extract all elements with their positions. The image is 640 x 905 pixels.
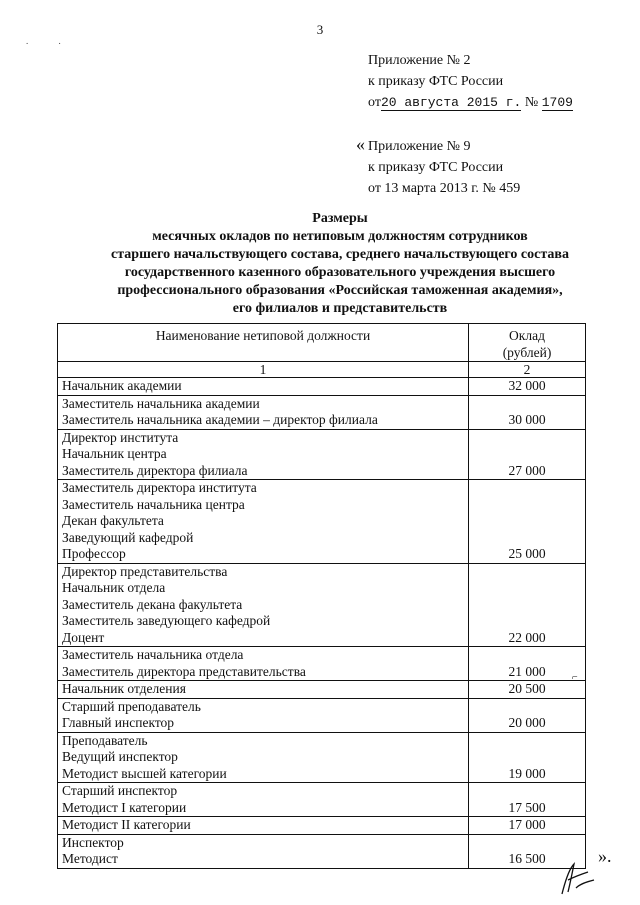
appendix-2-number: 1709 bbox=[541, 95, 573, 110]
position-cell bbox=[58, 817, 469, 835]
salary-cell: 17 500 bbox=[469, 783, 586, 817]
appendix-2-order: к приказу ФТС России bbox=[368, 74, 504, 89]
title-line-4: государственного казенного образовательного учреждения высшего bbox=[124, 265, 556, 280]
position-name: Заместитель директора представительства bbox=[62, 663, 306, 679]
position-cell bbox=[58, 378, 469, 396]
position-name: Директор института bbox=[62, 429, 179, 445]
position-cell bbox=[58, 563, 469, 647]
position-name: Заместитель начальника академии – директор филиала bbox=[62, 412, 378, 427]
position-name: Заместитель директора института bbox=[62, 480, 257, 495]
appendix-2-title: Приложение № 2 bbox=[368, 53, 471, 68]
table-row bbox=[58, 429, 586, 480]
position-cell bbox=[58, 647, 469, 681]
salary-cell: 22 000 bbox=[469, 563, 586, 647]
salary-cell: 16 500 bbox=[469, 834, 586, 868]
position-name: Старший инспектор bbox=[62, 783, 178, 798]
appendix-2-number-sign: № bbox=[524, 95, 539, 110]
position-name: Преподаватель bbox=[62, 732, 148, 748]
continuation-mark: ». bbox=[598, 846, 612, 866]
header-salary-line-2: (рублей) bbox=[502, 344, 552, 360]
position-name: Заведующий кафедрой bbox=[62, 529, 194, 545]
appendix-9-block bbox=[356, 134, 521, 199]
appendix-2-date: 20 августа 2015 г. bbox=[380, 95, 522, 110]
salary-cell: 20 000 bbox=[469, 698, 586, 732]
table-row bbox=[58, 698, 586, 732]
document-title bbox=[60, 210, 620, 318]
position-cell bbox=[58, 834, 469, 868]
column-number-2: 2 bbox=[469, 362, 586, 378]
position-name: Профессор bbox=[62, 546, 126, 561]
header-salary bbox=[469, 324, 586, 362]
position-name: Начальник академии bbox=[62, 378, 182, 393]
column-number-1: 1 bbox=[58, 362, 469, 378]
appendix-2-block bbox=[368, 50, 573, 113]
position-cell bbox=[58, 429, 469, 480]
position-cell bbox=[58, 698, 469, 732]
position-name: Методист bbox=[62, 851, 118, 866]
salary-cell: 19 000 bbox=[469, 732, 586, 783]
position-cell bbox=[58, 783, 469, 817]
position-name: Методист I категории bbox=[62, 799, 187, 815]
table-row bbox=[58, 378, 586, 396]
appendix-9-date: от 13 марта 2013 г. № 459 bbox=[368, 181, 521, 196]
salary-cell: 17 000 bbox=[469, 817, 586, 835]
position-name: Заместитель декана факультета bbox=[62, 596, 243, 612]
table-row bbox=[58, 783, 586, 817]
table-row bbox=[58, 647, 586, 681]
salary-cell: 25 000 bbox=[469, 480, 586, 564]
scan-specks: . . bbox=[26, 36, 75, 46]
position-name: Заместитель начальника центра bbox=[62, 496, 245, 512]
signature-icon bbox=[556, 858, 600, 898]
title-line-5: профессионального образования «Российская таможенная академия», bbox=[117, 283, 563, 298]
position-name: Доцент bbox=[62, 629, 105, 645]
table-header-row bbox=[58, 324, 586, 362]
table-row bbox=[58, 395, 586, 429]
opening-quote: « bbox=[356, 134, 365, 154]
table-body bbox=[58, 378, 586, 869]
position-name: Методист высшей категории bbox=[62, 765, 227, 781]
title-line-6: его филиалов и представительств bbox=[232, 301, 448, 316]
position-name: Начальник центра bbox=[62, 446, 167, 461]
title-line-1: Размеры bbox=[312, 211, 368, 226]
position-cell bbox=[58, 395, 469, 429]
salary-cell: 32 000 bbox=[469, 378, 586, 396]
header-salary-line-1: Оклад bbox=[509, 328, 545, 343]
salary-cell: 27 000 bbox=[469, 429, 586, 480]
title-line-2: месячных окладов по нетиповым должностям сотрудников bbox=[152, 229, 528, 244]
table-row bbox=[58, 732, 586, 783]
appendix-2-prefix: от bbox=[368, 95, 381, 110]
position-name: Начальник отделения bbox=[62, 681, 186, 696]
column-number-row bbox=[58, 362, 586, 378]
position-name: Ведущий инспектор bbox=[62, 749, 178, 764]
position-name: Главный инспектор bbox=[62, 715, 175, 730]
appendix-9-title: Приложение № 9 bbox=[368, 139, 471, 154]
position-cell bbox=[58, 681, 469, 699]
table-row bbox=[58, 563, 586, 647]
table-row bbox=[58, 681, 586, 699]
table-row bbox=[58, 834, 586, 868]
salary-cell: 30 000 bbox=[469, 395, 586, 429]
position-name: Заместитель заведующего кафедрой bbox=[62, 613, 271, 628]
appendix-2-date-line bbox=[368, 92, 573, 113]
position-name: Заместитель директора филиала bbox=[62, 462, 248, 478]
page-number: 3 bbox=[316, 22, 324, 37]
salary-cell: 21 000 bbox=[469, 647, 586, 681]
position-name: Инспектор bbox=[62, 834, 124, 850]
header-position-name: Наименование нетиповой должности bbox=[58, 324, 469, 362]
table-row bbox=[58, 480, 586, 564]
corner-mark: ⌐ bbox=[572, 672, 578, 683]
position-name: Заместитель начальника отдела bbox=[62, 647, 244, 662]
title-line-3: старшего начальствующего состава, среднего начальствующего состава bbox=[111, 247, 569, 262]
position-name: Методист II категории bbox=[62, 817, 191, 832]
salary-cell: 20 500 bbox=[469, 681, 586, 699]
position-name: Декан факультета bbox=[62, 513, 164, 528]
position-name: Начальник отдела bbox=[62, 580, 166, 595]
appendix-9-order: к приказу ФТС России bbox=[368, 160, 504, 175]
position-name: Директор представительства bbox=[62, 563, 228, 579]
position-name: Заместитель начальника академии bbox=[62, 395, 260, 411]
salary-table bbox=[57, 323, 586, 869]
table-row bbox=[58, 817, 586, 835]
position-cell bbox=[58, 480, 469, 564]
position-cell bbox=[58, 732, 469, 783]
position-name: Старший преподаватель bbox=[62, 698, 201, 714]
